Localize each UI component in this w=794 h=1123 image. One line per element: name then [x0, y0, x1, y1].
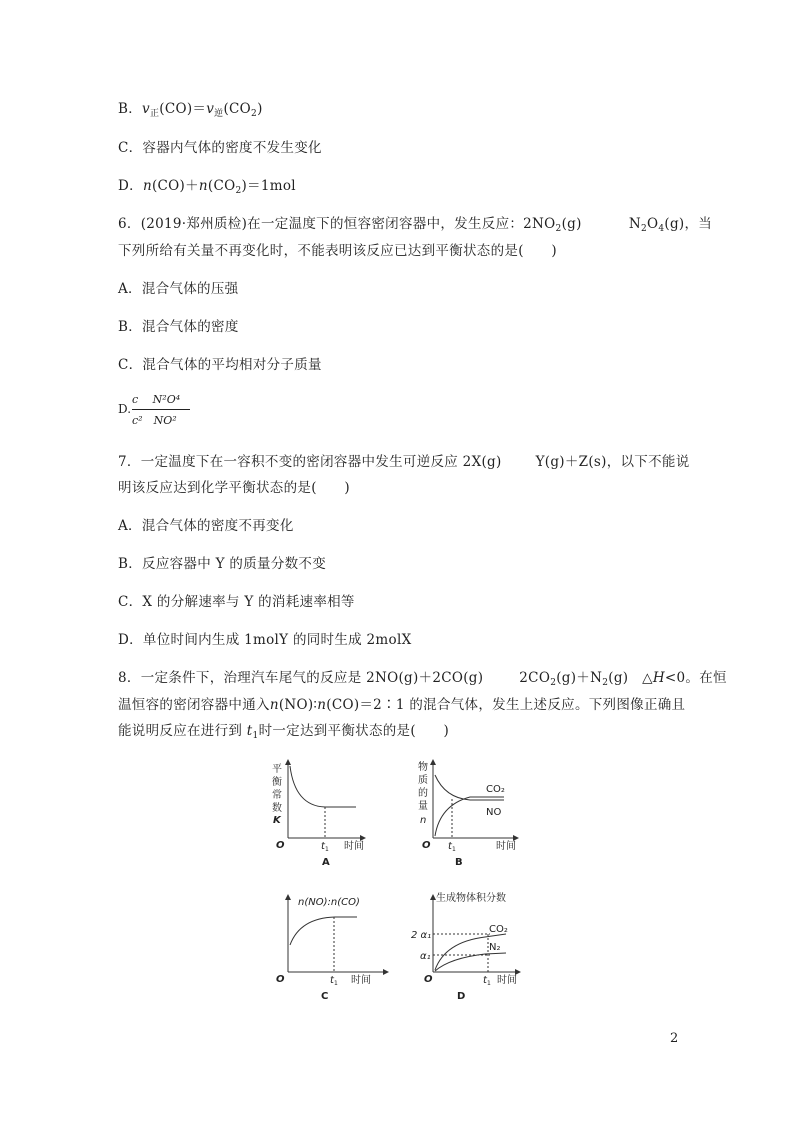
graph-c-ylabel: n(NO):n(CO): [298, 897, 360, 908]
graph-a-t1-sub: 1: [325, 846, 329, 853]
question-6-line-2: 下列所给有关量不再变化时，不能表明该反应已达到平衡状态的是( ): [118, 243, 557, 259]
option-b-q5: B．$v_正(CO)=v_逆(CO_2)$: [118, 101, 263, 119]
option-b-q6: B．混合气体的密度: [118, 319, 239, 335]
graph-a-ylabel-3: 常: [272, 790, 282, 801]
graph-c: [276, 895, 388, 1002]
question-8-line-2: 温恒容的密闭容器中通入n(NO)∶n(CO)＝2∶1 的混合气体，发生上述反应。下列图像正确且: [118, 697, 686, 713]
graph-c-t1: t: [330, 975, 334, 986]
graph-b-ylabel-var: n: [420, 815, 427, 826]
graph-d-series-co2: CO₂: [489, 924, 508, 935]
graph-c-caption: C: [321, 991, 329, 1002]
graph-a: [272, 760, 365, 868]
graph-b: [418, 760, 518, 868]
question-6-line-1: 6．(2019·郑州质检)在一定温度下的恒容密闭容器中，发生反应：$2NO_2(g)$ $N_2O_4(g)$，当: [118, 216, 713, 234]
graph-a-ylabel-4: 数: [272, 803, 282, 814]
graph-c-xlabel: 时间: [351, 975, 371, 986]
graph-b-series-co2: CO₂: [486, 784, 505, 795]
graph-b-ylabel-2: 质: [418, 775, 428, 786]
option-b-q7: B．反应容器中 Y 的质量分数不变: [118, 556, 327, 572]
graph-d: [411, 891, 520, 1002]
graph-d-series-n2: N₂: [489, 942, 501, 953]
question-7-line-1: 7．一定温度下在一容积不变的密闭容器中发生可逆反应 2X(g) Y(g)＋Z(s)，以下不能说: [118, 454, 690, 470]
option-c-q7: C．X 的分解速率与 Y 的消耗速率相等: [118, 594, 355, 610]
option-a-q7: A．混合气体的密度不再变化: [118, 518, 294, 534]
graph-a-ylabel-var: K: [273, 815, 281, 826]
graph-b-ylabel-1: 物: [418, 762, 428, 773]
graph-b-caption: B: [455, 857, 463, 868]
option-a-q6: A．混合气体的压强: [118, 281, 239, 297]
graph-d-ytick-2a1: 2 α₁: [411, 930, 432, 941]
graph-b-ylabel-4: 量: [418, 801, 428, 812]
graph-a-ylabel-2: 衡: [272, 777, 282, 788]
graph-b-series-no: NO: [486, 807, 502, 818]
graph-c-t1-sub: 1: [334, 980, 338, 987]
page-number: 2: [670, 1031, 679, 1046]
graph-a-ylabel-1: 平: [272, 764, 282, 775]
graph-d-origin: O: [424, 974, 433, 985]
option-c-q5: C．容器内气体的密度不发生变化: [118, 140, 322, 156]
option-d-q5: D．$n(CO)+n(CO_2)=1mol$: [118, 178, 296, 196]
graph-d-t1-sub: 1: [487, 980, 491, 987]
graph-a-origin: O: [276, 840, 285, 851]
graph-d-xlabel: 时间: [497, 975, 517, 986]
graph-d-ytick-a1: α₁: [420, 951, 431, 962]
graph-b-t1-sub: 1: [452, 846, 456, 853]
question-7-line-2: 明该反应达到化学平衡状态的是( ): [118, 480, 350, 496]
question-8-line-3: 能说明反应在进行到 $t_1$时一定达到平衡状态的是( ): [118, 723, 450, 741]
graph-a-xlabel: 时间: [344, 841, 364, 852]
graph-b-ylabel-3: 的: [418, 788, 428, 799]
graph-d-ylabel: 生成物体积分数: [436, 893, 506, 904]
option-c-q6: C．混合气体的平均相对分子质量: [118, 357, 322, 373]
question-8-line-1: 8．一定条件下，治理汽车尾气的反应是 2NO(g)＋2CO(g) $2CO_2(g)+N_2(g)$ △H<0。在恒: [118, 670, 727, 688]
graph-b-xlabel: 时间: [496, 841, 516, 852]
graph-d-caption: D: [457, 991, 466, 1002]
graph-d-t1: t: [483, 975, 487, 986]
graph-c-origin: O: [276, 974, 285, 985]
graph-b-t1: t: [448, 841, 452, 852]
graph-a-t1: t: [321, 841, 325, 852]
graph-b-origin: O: [422, 840, 431, 851]
graph-a-caption: A: [322, 857, 330, 868]
option-d-q7: D．单位时间内生成 1molY 的同时生成 2molX: [118, 632, 412, 648]
